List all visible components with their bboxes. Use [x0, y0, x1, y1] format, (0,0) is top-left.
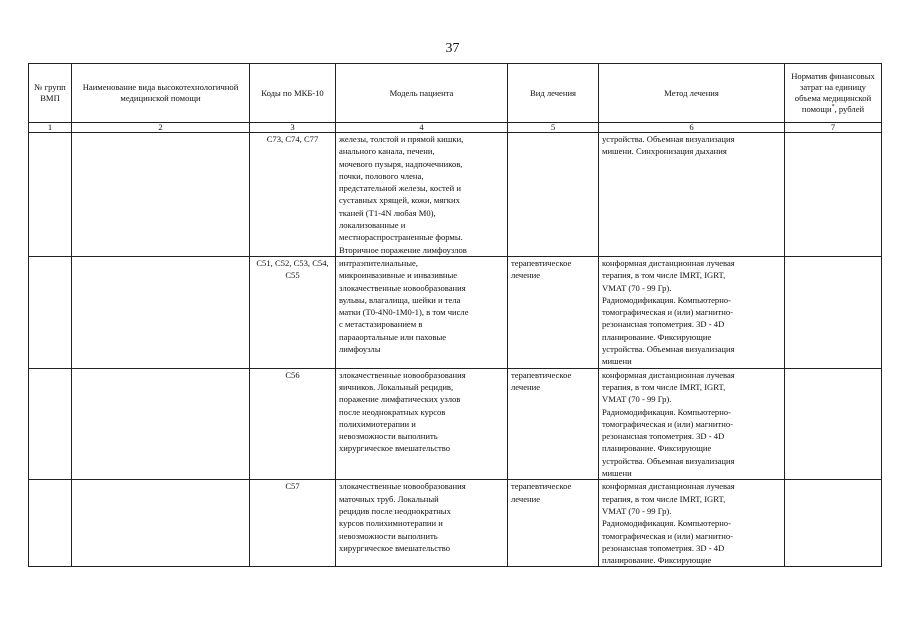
treatment-method-cell-line: Радиомодификация. Компьютерно-: [602, 406, 731, 417]
treatment-method-cell-line: Радиомодификация. Компьютерно-: [602, 518, 731, 529]
patient-model-cell-line: предстательной железы, костей и: [339, 183, 461, 194]
column-number: 2: [72, 123, 250, 133]
patient-model-cell-line: хирургическое вмешательство: [339, 542, 451, 553]
patient-model-cell-line: матки (Т0-4N0-1М0-1), в том числе: [339, 307, 469, 318]
patient-model-cell-line: тканей (Т1-4N любая М0),: [339, 207, 436, 218]
patient-model-cell-line: злокачественные новообразования: [339, 369, 466, 380]
patient-model-cell: [336, 133, 508, 257]
patient-model-cell-line: парааортальные или паховые: [339, 331, 447, 342]
treatment-method-cell-line: планирование. Фиксирующие: [602, 443, 712, 454]
table-row: [29, 480, 882, 567]
footnote-marker: *: [831, 104, 835, 111]
icd10-codes-cell: С57: [250, 480, 336, 567]
header-row: [29, 64, 882, 123]
vmp-table: [28, 63, 882, 567]
patient-model-cell-line: мочевого пузыря, надпочечников,: [339, 158, 463, 169]
patient-model-cell-line: локализованные и: [339, 220, 406, 231]
treatment-type-cell-line: лечение: [511, 493, 541, 504]
header-patient-model: Модель пациента: [336, 64, 508, 123]
treatment-method-cell-line: устройства. Объемная визуализация: [602, 455, 735, 466]
cost-norm-cell: [785, 480, 882, 567]
treatment-method-cell-line: VMAT (70 - 99 Гр).: [602, 394, 672, 405]
patient-model-cell-line: злокачественные новообразования: [339, 481, 466, 492]
header-care-type-name: Наименование вида высокотехнологичной медицинской помощи: [72, 64, 250, 123]
group-number-cell: [29, 133, 72, 257]
treatment-method-cell-line: томографическая и (или) магнитно-: [602, 530, 733, 541]
treatment-type-cell: [508, 480, 599, 567]
treatment-method-cell: [599, 480, 785, 567]
treatment-method-cell-line: резонансная топометрия. 3D - 4D: [602, 542, 725, 553]
patient-model-cell: [336, 256, 508, 368]
treatment-method-cell-line: конформная дистанционная лучевая: [602, 369, 735, 380]
patient-model-cell-line: маточных труб. Локальный: [339, 493, 439, 504]
patient-model-cell-line: с метастазированием в: [339, 319, 423, 330]
care-type-name-cell: [72, 368, 250, 480]
treatment-method-cell: [599, 256, 785, 368]
icd10-codes-cell: С73, С74, С77: [250, 133, 336, 257]
patient-model-cell-line: хирургическое вмешательство: [339, 443, 451, 454]
care-type-name-cell: [72, 256, 250, 368]
treatment-type-cell-line: терапевтическое: [511, 369, 572, 380]
column-number-row: [29, 123, 882, 133]
group-number-cell: [29, 368, 72, 480]
treatment-method-cell-line: планирование. Фиксирующие: [602, 331, 712, 342]
cost-norm-cell: [785, 133, 882, 257]
table-row: [29, 368, 882, 480]
patient-model-cell-line: невозможности выполнить: [339, 431, 438, 442]
treatment-type-cell-line: терапевтическое: [511, 481, 572, 492]
treatment-method-cell-line: устройства. Объемная визуализация: [602, 134, 735, 144]
treatment-method-cell-line: томографическая и (или) магнитно-: [602, 418, 733, 429]
treatment-type-cell: [508, 368, 599, 480]
patient-model-cell-line: суставных хрящей, кожи, мягких: [339, 195, 460, 206]
treatment-method-cell-line: Радиомодификация. Компьютерно-: [602, 294, 731, 305]
header-treatment-type: Вид лечения: [508, 64, 599, 123]
patient-model-cell-line: вульвы, влагалища, шейки и тела: [339, 294, 461, 305]
treatment-method-cell-line: терапия, в том числе IMRT, IGRT,: [602, 270, 726, 281]
treatment-type-cell-line: лечение: [511, 270, 541, 281]
cost-norm-cell: [785, 368, 882, 480]
patient-model-cell-line: полихимиотерапии и: [339, 418, 416, 429]
column-number: 5: [508, 123, 599, 133]
treatment-method-cell-line: мишени: [602, 468, 632, 479]
patient-model-cell-line: курсов полихимиотерапии и: [339, 518, 443, 529]
care-type-name-cell: [72, 133, 250, 257]
treatment-method-cell-line: томографическая и (или) магнитно-: [602, 307, 733, 318]
treatment-method-cell-line: VMAT (70 - 99 Гр).: [602, 282, 672, 293]
column-number: 3: [250, 123, 336, 133]
treatment-type-cell-line: лечение: [511, 381, 541, 392]
column-number: 4: [336, 123, 508, 133]
group-number-cell: [29, 256, 72, 368]
treatment-type-cell-line: терапевтическое: [511, 257, 572, 268]
patient-model-cell-line: невозможности выполнить: [339, 530, 438, 541]
treatment-method-cell-line: устройства. Объемная визуализация: [602, 344, 735, 355]
icd10-codes-cell: С51, С52, С53, С54, С55: [250, 256, 336, 368]
icd10-codes-cell: С56: [250, 368, 336, 480]
patient-model-cell-line: после неоднократных курсов: [339, 406, 446, 417]
patient-model-cell-line: микроинвазивные и инвазивные: [339, 270, 458, 281]
patient-model-cell-line: Вторичное поражение лимфоузлов: [339, 244, 467, 255]
column-number: 7: [785, 123, 882, 133]
treatment-method-cell-line: терапия, в том числе IMRT, IGRT,: [602, 381, 726, 392]
treatment-method-cell-line: резонансная топометрия. 3D - 4D: [602, 319, 725, 330]
treatment-method-cell: [599, 368, 785, 480]
treatment-method-cell-line: VMAT (70 - 99 Гр).: [602, 505, 672, 516]
treatment-method-cell-line: терапия, в том числе IMRT, IGRT,: [602, 493, 726, 504]
treatment-method-cell: [599, 133, 785, 257]
column-number: 6: [599, 123, 785, 133]
header-cost-norm-text: Норматив финансовых затрат на единицу объема медицинской помощи: [791, 71, 875, 114]
treatment-method-cell-line: резонансная топометрия. 3D - 4D: [602, 431, 725, 442]
patient-model-cell-line: рецидив после неоднократных: [339, 505, 451, 516]
page-number: 37: [445, 41, 460, 56]
patient-model-cell: [336, 480, 508, 567]
patient-model-cell-line: железы, толстой и прямой кишки,: [339, 134, 464, 144]
patient-model-cell-line: почки, полового члена,: [339, 170, 424, 181]
patient-model-cell-line: поражение лимфатических узлов: [339, 394, 461, 405]
header-cost-norm: [785, 64, 882, 123]
header-cost-norm-unit: , рублей: [834, 104, 865, 114]
patient-model-cell-line: лимфоузлы: [339, 344, 381, 355]
patient-model-cell-line: яичников. Локальный рецидив,: [339, 381, 454, 392]
treatment-method-cell-line: конформная дистанционная лучевая: [602, 481, 735, 492]
patient-model-cell-line: интраэпителиальные,: [339, 257, 418, 268]
treatment-type-cell: [508, 256, 599, 368]
patient-model-cell-line: злокачественные новообразования: [339, 282, 466, 293]
cost-norm-cell: [785, 256, 882, 368]
patient-model-cell: [336, 368, 508, 480]
group-number-cell: [29, 480, 72, 567]
treatment-method-cell-line: мишени. Синхронизация дыхания: [602, 146, 727, 157]
table-row: [29, 256, 882, 368]
header-group-number: № групп ВМП: [29, 64, 72, 123]
treatment-method-cell-line: мишени: [602, 356, 632, 367]
header-icd10-codes: Коды по МКБ-10: [250, 64, 336, 123]
table-row: [29, 133, 882, 257]
treatment-method-cell-line: планирование. Фиксирующие: [602, 555, 712, 566]
patient-model-cell-line: местнораспространенные формы.: [339, 232, 463, 243]
header-treatment-method: Метод лечения: [599, 64, 785, 123]
column-number: 1: [29, 123, 72, 133]
care-type-name-cell: [72, 480, 250, 567]
treatment-method-cell-line: конформная дистанционная лучевая: [602, 257, 735, 268]
treatment-type-cell: [508, 133, 599, 257]
patient-model-cell-line: анального канала, печени,: [339, 146, 435, 157]
